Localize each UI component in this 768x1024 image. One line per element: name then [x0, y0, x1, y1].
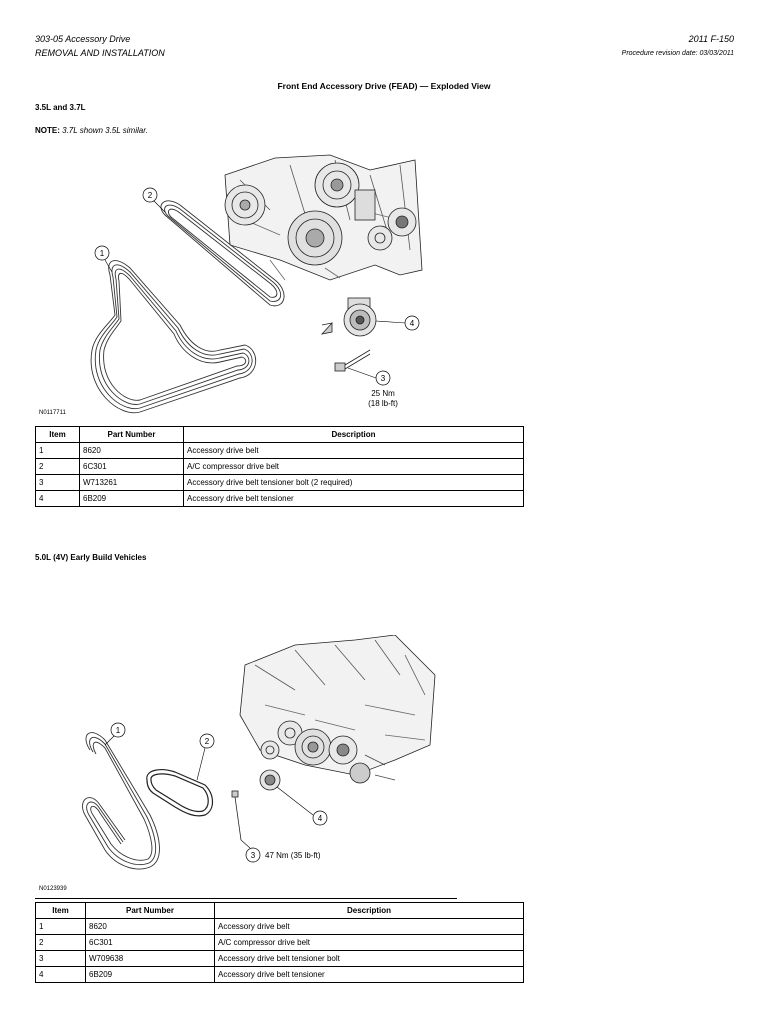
cell-description: Accessory drive belt tensioner	[184, 491, 524, 507]
callout-1	[105, 723, 125, 745]
svg-text:2: 2	[204, 737, 210, 746]
belt-1-illustration	[91, 261, 256, 413]
cell-part-number: W709638	[86, 951, 215, 967]
note-label: NOTE:	[35, 126, 60, 135]
cell-description: Accessory drive belt tensioner bolt (2 required)	[184, 475, 524, 491]
tensioner-illustration	[322, 298, 376, 336]
cell-part-number: 8620	[80, 443, 184, 459]
col-header-description: Description	[184, 427, 524, 443]
svg-text:1: 1	[115, 726, 121, 735]
note-text	[35, 126, 148, 135]
cell-description: A/C compressor drive belt	[215, 935, 524, 951]
belt-2-illustration	[147, 770, 213, 816]
callout-4	[277, 787, 327, 825]
col-header-part-number: Part Number	[80, 427, 184, 443]
engine-illustration	[225, 155, 422, 280]
engine-illustration	[240, 635, 435, 783]
table-header-row	[36, 427, 524, 443]
callout-2	[197, 734, 214, 780]
table-row	[36, 935, 524, 951]
table-row	[36, 475, 524, 491]
callout-4	[376, 316, 419, 330]
col-header-description: Description	[215, 903, 524, 919]
section-heading-50-4v: 5.0L (4V) Early Build Vehicles	[35, 553, 147, 562]
svg-text:4: 4	[317, 814, 323, 823]
header-vehicle: 2011 F-150	[688, 34, 734, 44]
header-doc-section: 303-05 Accessory Drive	[35, 34, 131, 44]
note-body: 3.7L shown 3.5L similar.	[62, 126, 148, 135]
table-row	[36, 443, 524, 459]
bolt-illustration	[335, 350, 370, 371]
table-row	[36, 919, 524, 935]
header-revision-date: Procedure revision date: 03/03/2011	[621, 50, 734, 57]
header-doc-subtitle: REMOVAL AND INSTALLATION	[35, 48, 165, 58]
cell-part-number: 6B209	[80, 491, 184, 507]
cell-item: 3	[36, 951, 86, 967]
table-header-row	[36, 903, 524, 919]
cell-item: 1	[36, 443, 80, 459]
figure-id-1: N0117711	[39, 410, 66, 416]
exploded-view-figure-35-37	[70, 150, 430, 415]
divider	[35, 898, 457, 899]
cell-part-number: W713261	[80, 475, 184, 491]
cell-item: 2	[36, 935, 86, 951]
cell-item: 2	[36, 459, 80, 475]
cell-description: Accessory drive belt tensioner	[215, 967, 524, 983]
cell-part-number: 6B209	[86, 967, 215, 983]
col-header-item: Item	[36, 903, 86, 919]
parts-table-35-37	[35, 426, 524, 507]
cell-item: 4	[36, 967, 86, 983]
cell-description: A/C compressor drive belt	[184, 459, 524, 475]
cell-item: 4	[36, 491, 80, 507]
table-row	[36, 967, 524, 983]
svg-text:3: 3	[380, 374, 386, 383]
cell-part-number: 6C301	[86, 935, 215, 951]
cell-part-number: 8620	[86, 919, 215, 935]
cell-description: Accessory drive belt tensioner bolt	[215, 951, 524, 967]
torque-spec: 47 Nm (35 lb-ft)	[265, 851, 321, 860]
exploded-view-figure-50-4v	[65, 635, 445, 875]
figure-id-2: N0123939	[39, 886, 67, 892]
section-heading-35-37: 3.5L and 3.7L	[35, 103, 86, 112]
cell-description: Accessory drive belt	[215, 919, 524, 935]
col-header-item: Item	[36, 427, 80, 443]
cell-item: 1	[36, 919, 86, 935]
svg-text:3: 3	[250, 851, 256, 860]
callout-1	[95, 246, 112, 272]
belt-1-illustration	[83, 733, 160, 869]
cell-description: Accessory drive belt	[184, 443, 524, 459]
callout-3	[348, 368, 390, 385]
torque-spec-nm: 25 Nm	[371, 389, 395, 398]
cell-item: 3	[36, 475, 80, 491]
svg-text:4: 4	[409, 319, 415, 328]
torque-spec-lbft: (18 lb-ft)	[368, 399, 398, 408]
svg-text:1: 1	[99, 249, 105, 258]
parts-table-50-4v	[35, 902, 524, 983]
bolt-illustration	[232, 791, 241, 840]
callout-3	[241, 840, 260, 862]
table-row	[36, 459, 524, 475]
table-row	[36, 951, 524, 967]
page-title: Front End Accessory Drive (FEAD) — Exploded View	[277, 81, 491, 91]
callout-2	[143, 188, 165, 212]
col-header-part-number: Part Number	[86, 903, 215, 919]
svg-text:2: 2	[147, 191, 153, 200]
table-row	[36, 491, 524, 507]
cell-part-number: 6C301	[80, 459, 184, 475]
